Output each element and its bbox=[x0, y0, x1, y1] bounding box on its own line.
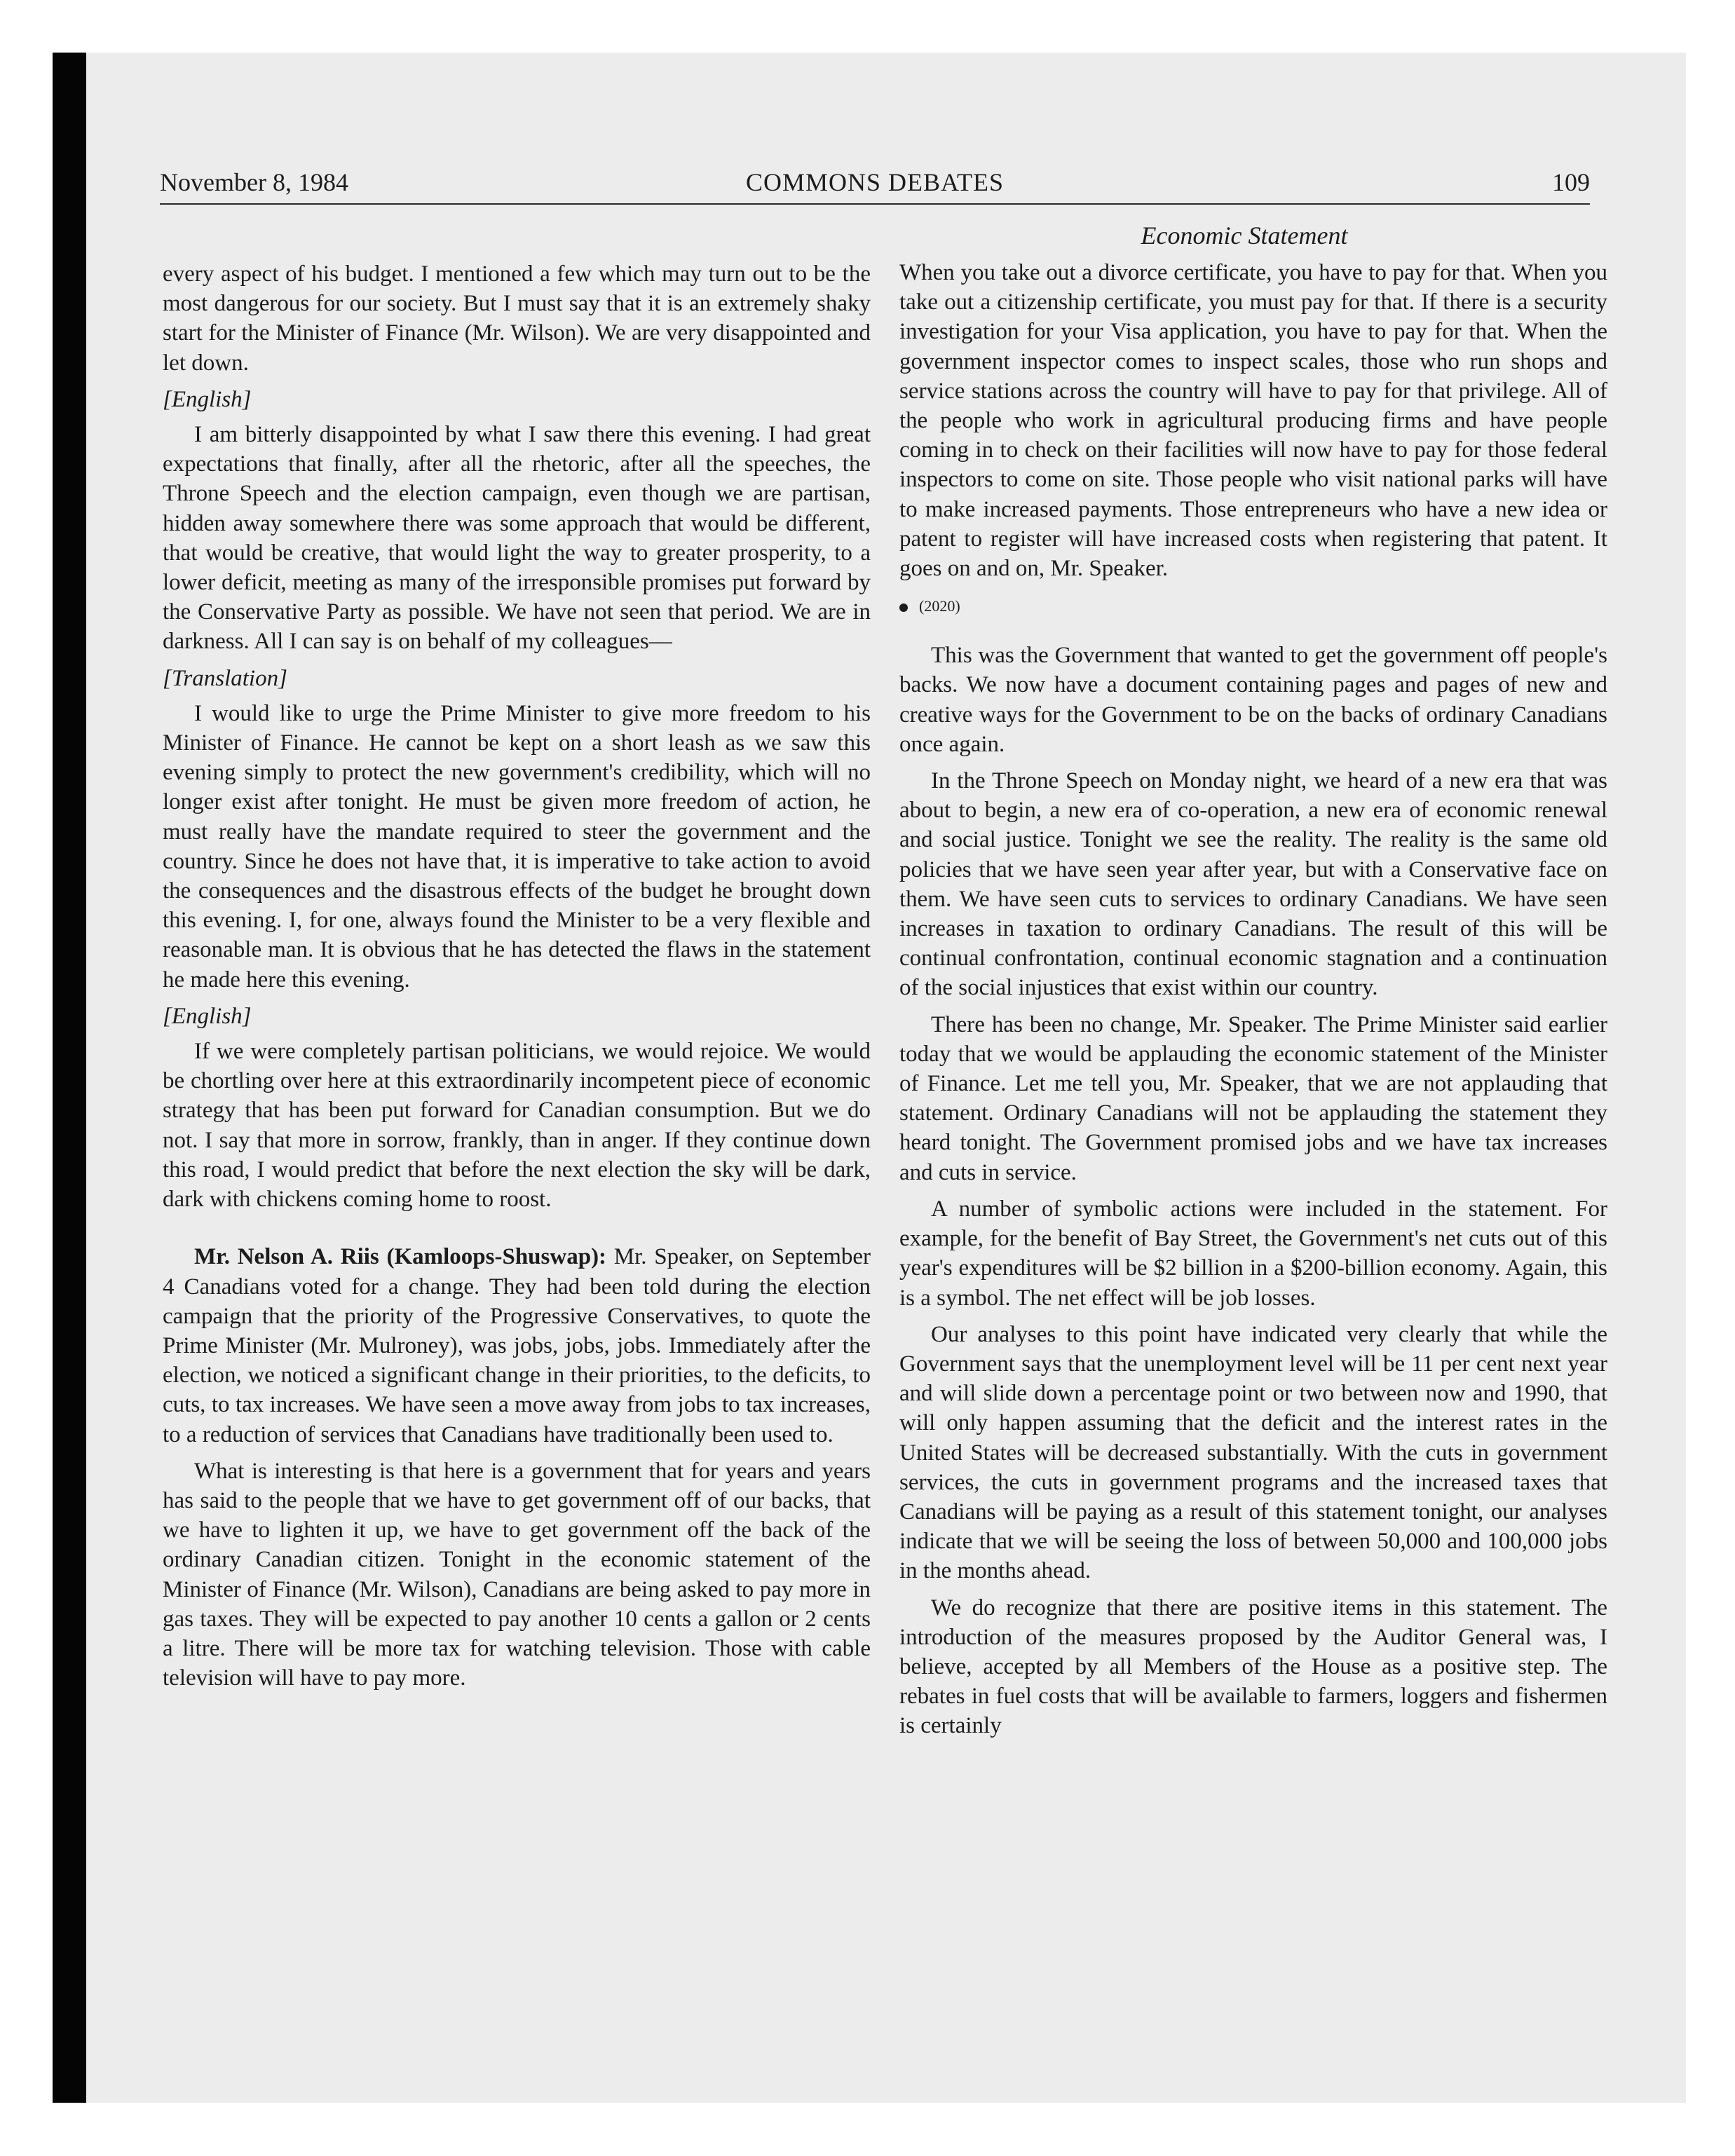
time-marker-text: (2020) bbox=[919, 597, 960, 615]
header-title: COMMONS DEBATES bbox=[745, 168, 1005, 196]
language-note: [English] bbox=[163, 1003, 252, 1029]
paragraph: There has been no change, Mr. Speaker. The Prime Minister said earlier today that we would be applauding the economic statement of the Minister of Finance. Let me tell you, Mr. Speaker, that we are not applauding that statement. Ordinary Canadians will not be applauding the statement they heard tonight. The Government promised jobs and we have tax increases and cuts in service. bbox=[899, 1011, 1607, 1185]
right-column bbox=[899, 258, 1607, 1748]
speech-text: Mr. Speaker, on September 4 Canadians voted for a change. They had been told during the election campaign that the priority of the Progressive Conservatives, to quote the Prime Minister (Mr. Mulroney), was jobs, jobs, jobs. Immediately after the election, we noticed a significant change in their priorities, to the deficits, to cuts, to tax increases. We have seen a move away from jobs to tax increases, to a reduction of services that Canadians have traditionally been used to. bbox=[163, 1244, 871, 1447]
paragraph: We do recognize that there are positive items in this statement. The introduction of the measures proposed by the Auditor General was, I believe, accepted by all Members of the House as a positive step. The rebates in fuel costs that will be available to farmers, loggers and fishermen is certainly bbox=[899, 1595, 1607, 1739]
binding-edge bbox=[53, 53, 86, 2103]
paragraph: I am bitterly disappointed by what I saw there this evening. I had great expectations that finally, after all the rhetoric, after all the speeches, the Throne Speech and the election campaign, even though we are partisan, hidden away somewhere there was some approach that would be different, that would be creative, that would light the way to greater prosperity, to a lower deficit, meeting as many of the irresponsible promises put forward by the Conservative Party as possible. We have not seen that period. We are in darkness. All I can say is on behalf of my colleagues— bbox=[163, 422, 871, 655]
paragraph: Our analyses to this point have indicated very clearly that while the Government says that the unemployment level will be 11 per cent next year and will slide down a percentage point or two between now and 1990, that will only happen assuming that the deficit and the interest rates in the United States will be decreased substantially. With the cuts in government services, the cuts in government programs and the increased taxes that Canadians will be paying as a result of this statement tonight, our analyses indicate that we will be seeing the loss of between 50,000 and 100,000 jobs in the months ahead. bbox=[899, 1321, 1607, 1584]
paragraph: When you take out a divorce certificate, you have to pay for that. When you take out a citizenship certificate, you must pay for that. If there is a security investigation for your Visa application, you have to pay for that. When the government inspector comes to inspect scales, those who run shops and service stations across the country will have to pay for that privilege. All of the people who work in agricultural producing firms and have people coming in to check on their facilities will now have to pay for those federal inspectors to come on site. Those people who visit national parks will have to make increased payments. Those entrepreneurs who have a new idea or patent to register will have increased costs when registering that patent. It goes on and on, Mr. Speaker. bbox=[899, 260, 1607, 582]
language-note: [English] bbox=[163, 386, 252, 412]
paragraph: A number of symbolic actions were included in the statement. For example, for the benefit of Bay Street, the Government's net cuts out of this year's expenditures will be $2 billion in a $200-billion economy. Again, this is a symbol. The net effect will be job losses. bbox=[899, 1196, 1607, 1311]
speaker-paragraph bbox=[163, 1242, 871, 1449]
paragraph: In the Throne Speech on Monday night, we heard of a new era that was about to begin, a new era of co-operation, a new era of economic renewal and social justice. Tonight we see the reality. The reality is the same old policies that we have seen year after year, but with a Conservative face on them. We have seen cuts to services to ordinary Canadians. We have seen increases in taxation to ordinary Canadians. The result of this will be continual confrontation, continual economic stagnation and a continuation of the social injustices that exist within our country. bbox=[899, 768, 1607, 1001]
left-column bbox=[163, 259, 871, 1700]
paragraph: I would like to urge the Prime Minister to give more freedom to his Minister of Finance. He cannot be kept on a short leash as we saw this evening simply to protect the new government's credibility, which will no longer exist after tonight. He must be given more freedom of action, he must really have the mandate required to steer the government and the country. Since he does not have that, it is imperative to take action to avoid the consequences and the disastrous effects of the budget he brought down this evening. I, for one, always found the Minister to be a very flexible and reasonable man. It is obvious that he has detected the flaws in the statement he made here this evening. bbox=[163, 700, 871, 992]
page-header bbox=[160, 163, 1590, 202]
bullet-icon bbox=[899, 603, 908, 612]
header-rule bbox=[160, 203, 1590, 205]
language-note: [Translation] bbox=[163, 665, 287, 691]
paragraph: every aspect of his budget. I mentioned a few which may turn out to be the most dangerous for our society. But I must say that it is an extremely shaky start for the Minister of Finance (Mr. Wilson). We are very disappointed and let down. bbox=[163, 261, 871, 376]
time-marker bbox=[899, 596, 1607, 617]
page-number: 109 bbox=[1552, 168, 1590, 196]
paragraph: If we were completely partisan politicians, we would rejoice. We would be chortling over here at this extraordinarily incompetent piece of economic strategy that has been put forward for Canadian consumption. But we do not. I say that more in sorrow, frankly, than in anger. If they continue down this road, I would predict that before the next election the sky will be dark, dark with chickens coming home to roost. bbox=[163, 1039, 871, 1213]
section-title: Economic Statement bbox=[1141, 221, 1348, 250]
header-date: November 8, 1984 bbox=[160, 168, 348, 196]
speaker-name: Mr. Nelson A. Riis (Kamloops-Shuswap): bbox=[194, 1244, 607, 1270]
paragraph: This was the Government that wanted to get the government off people's backs. We now have a document containing pages and pages of new and creative ways for the Government to be on the backs of ordinary Canadians once again. bbox=[899, 643, 1607, 757]
paragraph: What is interesting is that here is a government that for years and years has said to the people that we have to get government off of our backs, that we have to lighten it up, we have to get government off the back of the ordinary Canadian citizen. Tonight in the economic statement of the Minister of Finance (Mr. Wilson), Canadians are being asked to pay more in gas taxes. They will be expected to pay another 10 cents a gallon or 2 cents a litre. There will be more tax for watching television. Those with cable television will have to pay more. bbox=[163, 1458, 871, 1691]
